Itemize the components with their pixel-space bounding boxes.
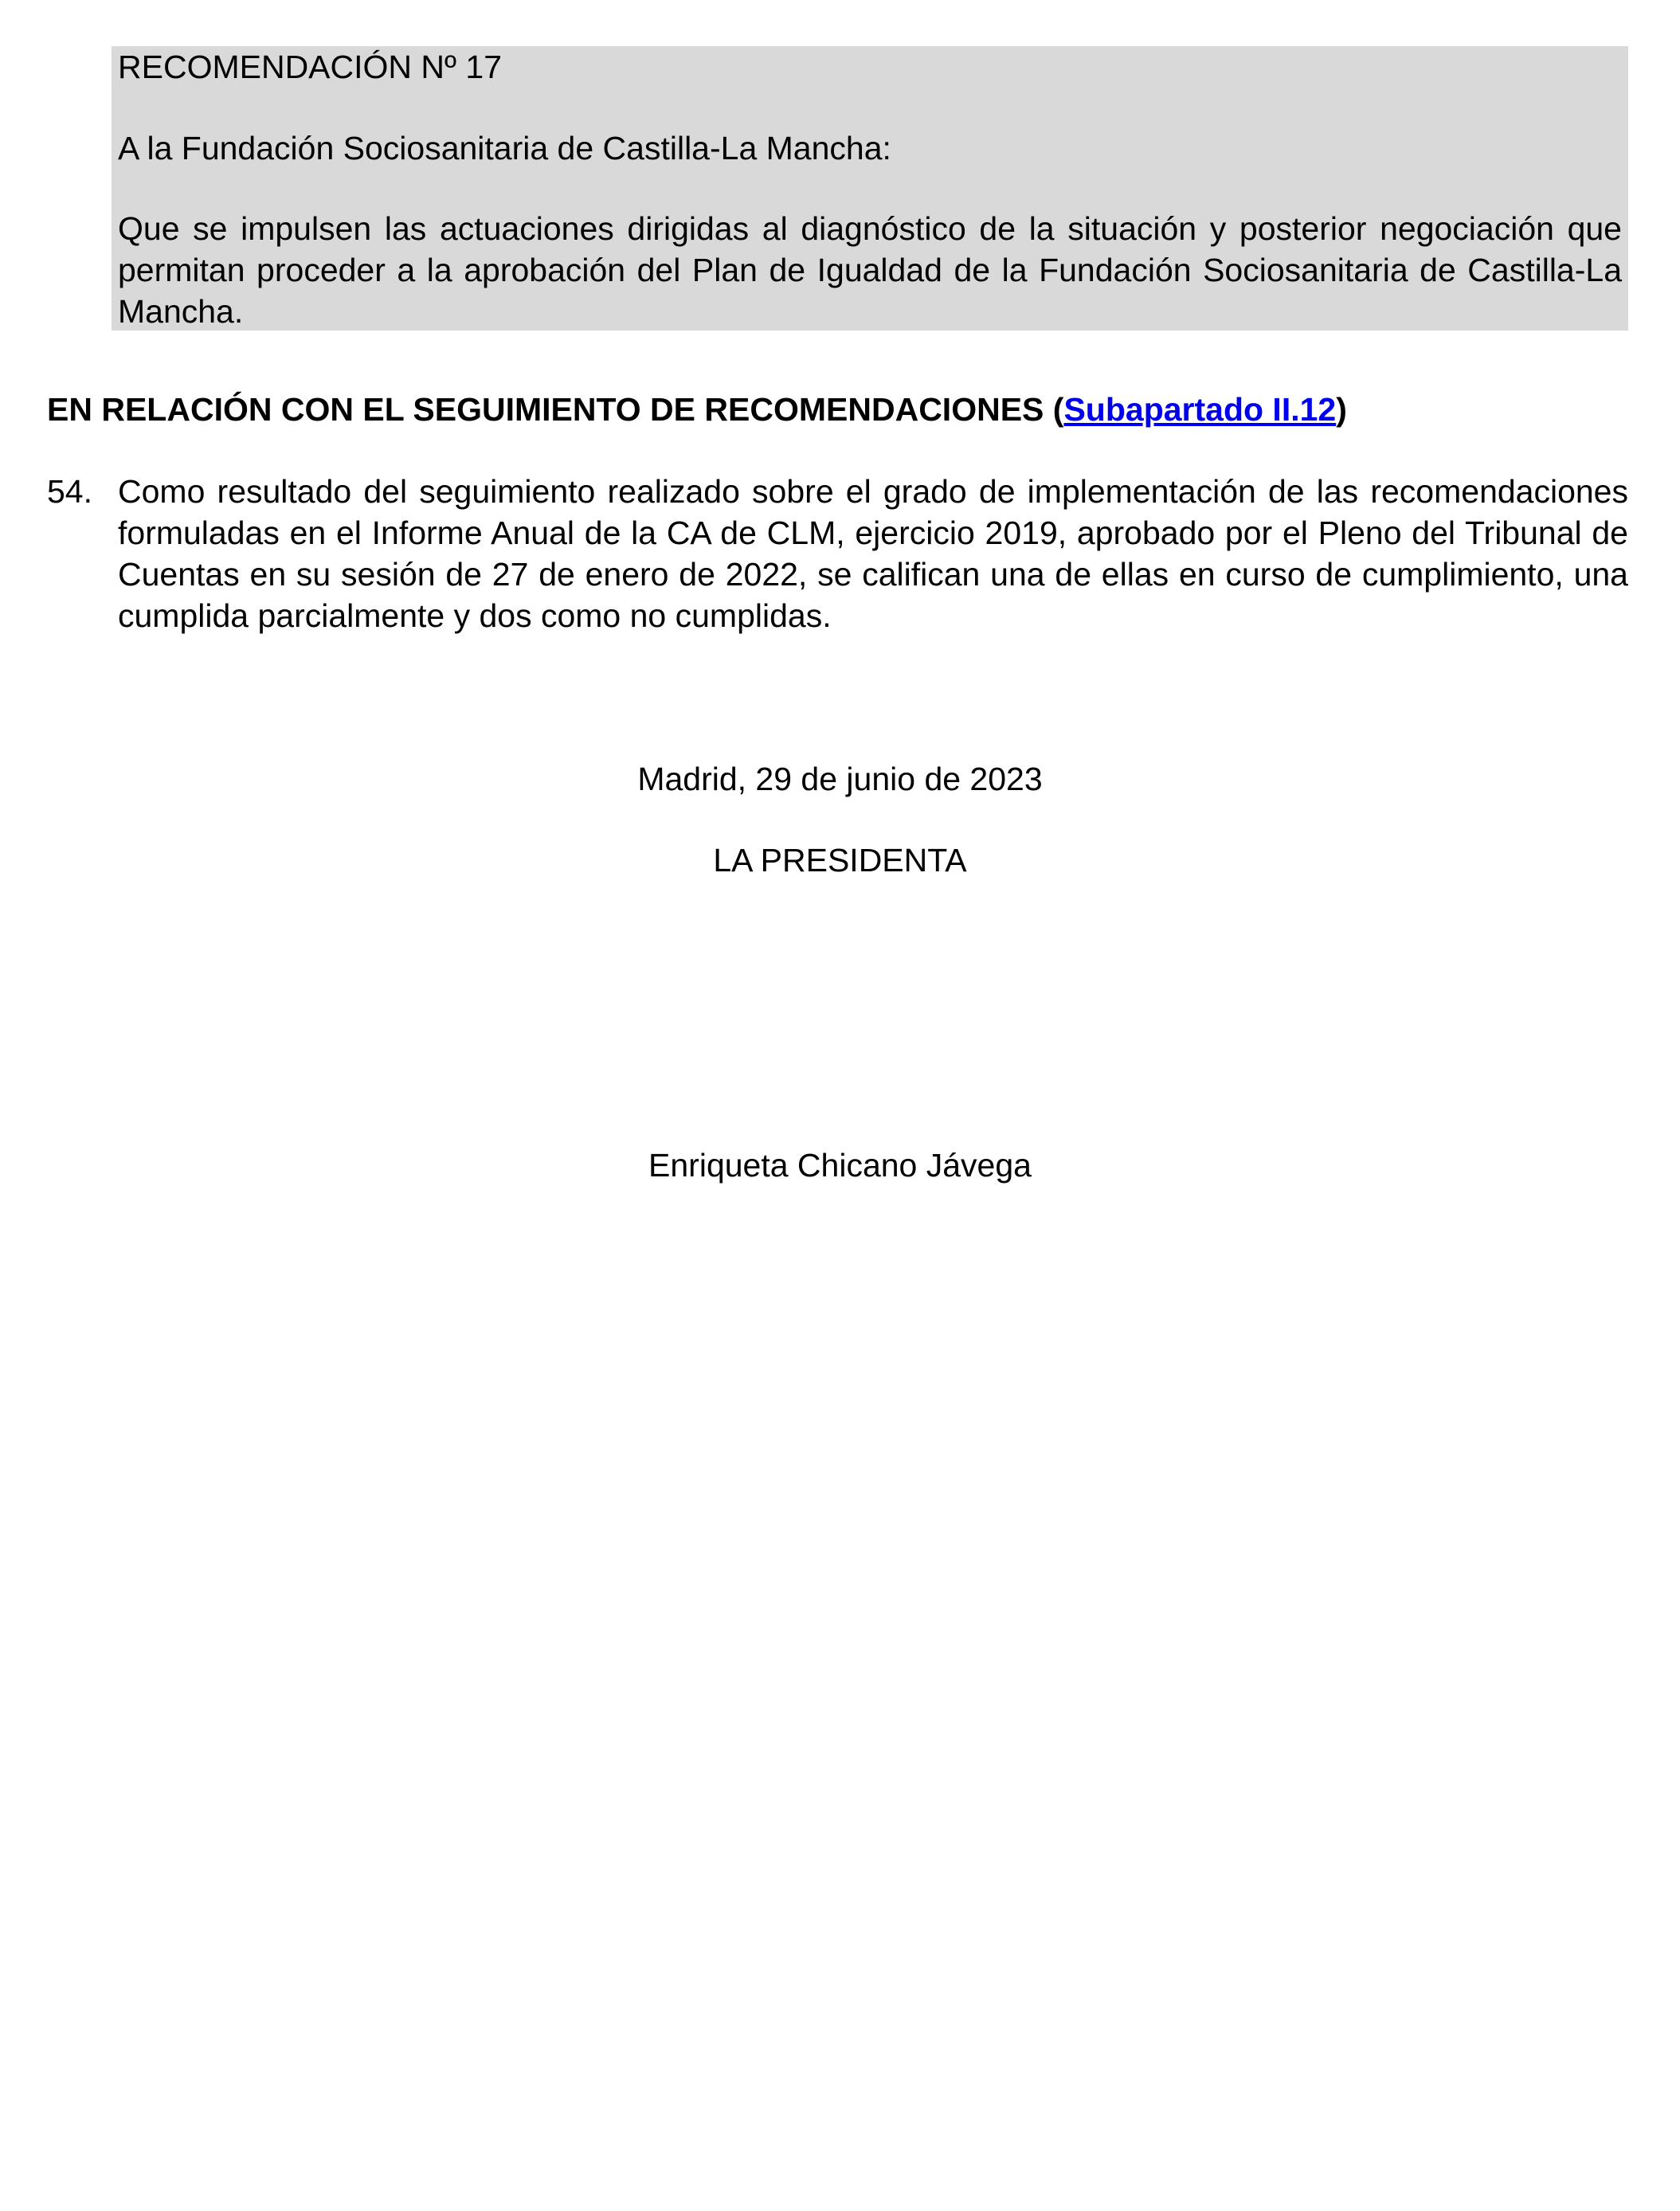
place-date: Madrid, 29 de junio de 2023 — [637, 761, 1043, 797]
paragraph-text: Como resultado del seguimiento realizado sobre el grado de implementación de las recomendaciones formuladas en el Informe Anual de la CA de CLM, ejercicio 2019, aprobado por el Pleno del Tribunal de Cuentas en su sesión de 27 de enero de 2022, se califican una de ellas en curso de cumplimiento, una cumplida parcialmente y dos como no cumplidas. — [118, 473, 1628, 634]
recommendation-title: RECOMENDACIÓN Nº 17 — [118, 49, 502, 85]
signer-title: LA PRESIDENTA — [713, 842, 967, 879]
signer-name: Enriqueta Chicano Jávega — [648, 1147, 1032, 1184]
paragraph-number: 54. — [47, 473, 92, 510]
recommendation-box — [112, 46, 1628, 331]
section-heading-text: EN RELACIÓN CON EL SEGUIMIENTO DE RECOMENDACIONES — [47, 391, 1044, 428]
section-heading — [47, 389, 1632, 430]
close-paren: ) — [1336, 391, 1347, 428]
subapartado-link[interactable]: Subapartado II.12 — [1063, 391, 1337, 428]
open-paren: ( — [1052, 391, 1064, 428]
recommendation-body: Que se impulsen las actuaciones dirigidas al diagnóstico de la situación y posterior negociación que permitan proceder a la aprobación del Plan de Igualdad de la Fundación Sociosanitaria de Castilla-La Mancha. — [118, 210, 1622, 330]
recommendation-addressee: A la Fundación Sociosanitaria de Castilla-La Mancha: — [118, 130, 891, 166]
